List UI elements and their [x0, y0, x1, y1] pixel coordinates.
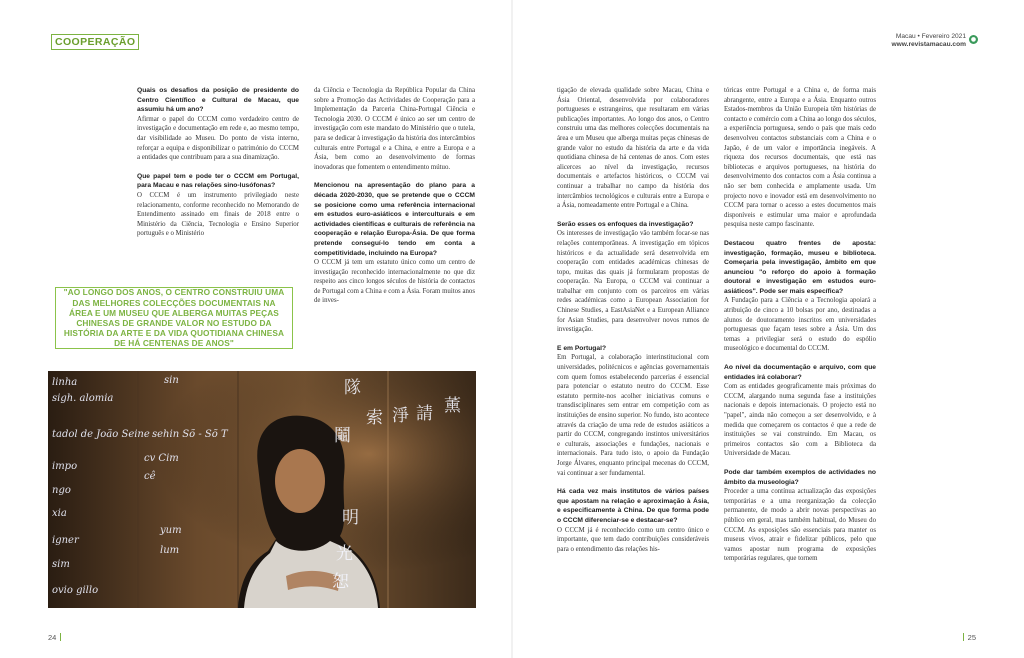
handwriting-chinese-3: 淨	[392, 406, 409, 426]
handwriting-latin-5: sehin Sõ - Sõ T	[152, 429, 228, 440]
interview-question: Serão esses os enfoques da investigação?	[557, 220, 694, 228]
handwriting-latin-9: ngo	[52, 485, 71, 496]
handwriting-chinese-7: 明	[342, 508, 359, 528]
handwriting-latin-6: impo	[52, 461, 78, 472]
handwriting-chinese-9: 恕	[332, 572, 349, 592]
paragraph-spacer	[724, 230, 876, 239]
interview-answer: Os interesses de investigação vão também focar-se nas relações contemporâneas. A investigação em tópicos históricos e da actualidade será desenvolvida em cooperação com entidades académicas chinesas de topo, muitas das quais já formularam propostas de cooperação. Na Europa, o CCCM vai continuar a trabalhar em conjunto com os parceiros em várias redes académicas como a European Association for Chinese Studies, a EastAsiaNet e a European Alliance for Asian Studies, para desenvolver novos rumos de investigação.	[557, 230, 709, 334]
page-number-left: 24	[48, 633, 61, 642]
handwriting-latin-12: yum	[160, 525, 182, 536]
handwriting-chinese-4: 請	[416, 404, 433, 424]
handwriting-chinese-8: 光	[336, 544, 353, 564]
interview-question: Há cada vez mais institutos de vários países que apostam na relação e aproximação à Ásia, e especificamente à China. De que forma pode o CCCM diferenciar-se e destacar-se?	[557, 488, 709, 524]
interview-answer: Com as entidades geograficamente mais próximas do CCCM, alargando numa segunda fase a instituições nacionais e depois internacionais. O projecto está no "papel", ainda não começou a ser desenvolvido, e à medida que começarem os contactos é que a rede de instituições se vai construindo. Em Macau, os primeiros contactos são com a Biblioteca da Universidade de Macau.	[724, 383, 876, 458]
portrait-photo	[48, 371, 476, 608]
interview-answer: O CCCM já é reconhecido como um centro único e importante, que tem dado contribuições consideráveis para o entendimento das relações his-	[557, 526, 709, 553]
spread-gutter	[511, 0, 513, 658]
interview-answer: tigação de elevada qualidade sobre Macau, China e Ásia Oriental, desenvolvida por colaboradores portugueses e estrangeiros, que resultaram em várias publicações importantes. Ao longo dos anos, o Centro construiu uma das melhores colecções documentais na área e um Museu que alberga muitas peças chinesas de grande valor no estudo da história da arte e da vida quotidiana chinesa de há centenas de anos. Com estes alicerces ao nível da investigação, recursos documentais e artefactos históricos, o CCCM vai continuar a trabalhar no campo da história dos intercâmbios tecnológicos e culturais entre a Europa e a Ásia, nomeadamente entre Portugal e a China.	[557, 87, 709, 210]
handwriting-chinese-5: 薰	[444, 396, 461, 416]
interview-answer: Proceder a uma contínua actualização das exposições temporárias e a uma reorganização da colecção permanente, de modo a abrir novas perspectivas ao público em geral, mas também habitual, do Museu do CCCM. As exposições são essenciais para manter os museus vivos, atrair e fidelizar públicos, pelo que vamos apostar num programa de exposições temporárias regulares, que tornem	[724, 488, 876, 563]
handwriting-latin-15: ovio gillo	[52, 585, 99, 596]
interview-answer: Em Portugal, a colaboração interinstitucional com universidades, politécnicos e agências governamentais com quem fomos estabelecendo parcerias é essencial para potenciar o estatuto neutro do CCCM. Esse estatuto permite-nos acolher iniciativas comuns e transdisciplinares sem entrar em competição com as instituições de ensino superior. No fundo, isto acontece através da criação de uma rede de estudos asiáticos a partir do CCCM, congregando instintos universitários e culturais, associações e fundações, nacionais e internacionais. Para tudo isto, o apoio da Fundação Jorge Álvares, enquanto principal mecenas do CCCM, vai continuar a ser fundamental.	[557, 354, 709, 477]
paragraph-spacer	[724, 354, 876, 363]
paragraph-spacer	[557, 478, 709, 487]
text-column-2	[314, 86, 475, 348]
section-tag: COOPERAÇÃO	[51, 34, 139, 50]
interview-answer: O CCCM já tem um estatuto único como um centro de investigação reconhecido internacionalmente no que diz respeito aos cinco longos séculos de história de contactos de Portugal com a China e com a Ásia. Foram muitos anos de inves-	[314, 259, 475, 305]
photo-illustration	[48, 371, 476, 608]
interview-answer: O CCCM é um instrumento privilegiado neste relacionamento, conforme reconhecido no Memorando de Entendimento assinado em finais de 2018 entre o Ministério da Ciência, Tecnologia e Ensino Superior português e o Ministério	[137, 191, 299, 238]
handwriting-latin-13: sim	[52, 559, 70, 570]
issue-date: Macau • Fevereiro 2021	[895, 33, 966, 40]
masthead	[891, 33, 966, 49]
handwriting-latin-14: lum	[160, 545, 180, 556]
paragraph-spacer	[557, 211, 709, 220]
handwriting-latin-4: tadol de João Seine	[52, 429, 150, 440]
website-link[interactable]: www.revistamacau.com	[891, 41, 966, 48]
handwriting-latin-8: cê	[144, 471, 156, 482]
interview-answer: Afirmar o papel do CCCM como verdadeiro centro de investigação e documentação em rede e, ao mesmo tempo, dar visibilidade ao Museu. Do ponto de vista interno, reforçar a equipa e disponibilizar o património do CCCM a entidades que contribuam para a sua dinamização.	[137, 115, 299, 162]
paragraph-spacer	[137, 163, 299, 172]
paragraph-spacer	[314, 172, 475, 181]
handwriting-chinese-6: 鬮	[334, 426, 351, 446]
handwriting-latin-7: cv Cim	[144, 453, 179, 464]
interview-question: Destacou quatro frentes de aposta: investigação, formação, museu e biblioteca. Começaria pela investigação, âmbito em que anunciou "o reforço do apoio à formação doutoral e investigação em estudos euro-asiáticos". Pode ser mais específica?	[724, 239, 876, 295]
pull-quote	[55, 287, 293, 349]
paragraph-spacer	[557, 335, 709, 344]
handwriting-chinese-2: 索	[366, 408, 383, 428]
interview-answer: da Ciência e Tecnologia da República Popular da China sobre a Promoção das Actividades de Cooperação para a Implementação da Parceria China-Portugal Ciência e Tecnologia 2030. O CCCM é único ao ser um centro de investigação com este mandato do Ministério que o tutela, para se dedicar à investigação da história dos intercâmbios culturais entre Portugal e a China, e entre a Europa e a Ásia, bem como ao desenvolvimento de formas inovadoras que fomentem o entendimento mútuo.	[314, 87, 475, 171]
text-column-4	[724, 86, 876, 641]
interview-question: Mencionou na apresentação do plano para a década 2020-2030, que se pretende que o CCCM se posicione como uma referência internacional em estudos euro-asiáticos e interculturais e em actividades científicas e culturais de referência na cooperação e relação Europa-Ásia. De que forma pretende conseguí-lo tendo em conta a competitividade, incluindo na Europa?	[314, 182, 475, 257]
interview-question: Ao nível da documentação e arquivo, com que entidades irá colaborar?	[724, 364, 876, 381]
handwriting-latin-2: sigh. alomia	[52, 393, 114, 404]
interview-question: Pode dar também exemplos de actividades no âmbito da museologia?	[724, 468, 876, 486]
handwriting-chinese-1: 隊	[344, 378, 361, 398]
handwriting-latin-10: xia	[52, 508, 67, 519]
text-column-3	[557, 86, 709, 641]
pull-quote-text: "AO LONGO DOS ANOS, O CENTRO CONSTRUIU UMA DAS MELHORES COLECÇÕES DOCUMENTAIS NA ÁREA E UM MUSEU QUE ALBERGA MUITAS PEÇAS CHINESAS DE GRANDE VALOR NO ESTUDO DA HISTÓRIA DA ARTE E DA VIDA QUOTIDIANA CHINESA DE HÁ CENTENAS DE ANOS"	[63, 287, 285, 349]
handwriting-latin-11: igner	[52, 535, 79, 546]
interview-question: Que papel tem e pode ter o CCCM em Portugal, para Macau e nas relações sino-lusófonas?	[137, 172, 299, 190]
interview-question: E em Portugal?	[557, 344, 607, 352]
text-column-1	[137, 86, 299, 276]
paragraph-spacer	[724, 459, 876, 468]
page-number-right: 25	[963, 633, 976, 642]
handwriting-latin-3: sin	[164, 375, 179, 386]
handwriting-latin-1: linha	[52, 377, 78, 388]
brand-logo-icon: ●	[970, 36, 977, 43]
interview-answer: A Fundação para a Ciência e a Tecnologia apoiará a atribuição de cinco a 10 bolsas por ano, destinadas a alunos de doutoramento inscritos em universidades portuguesas que façam teses sobre a Ásia. Um dos temas a privilegiar será o estudo do espólio museológico e documental do CCCM.	[724, 297, 876, 353]
interview-answer: tóricas entre Portugal e a China e, de forma mais abrangente, entre a Europa e a Ásia. Enquanto outros Estados-membros da União Europeia têm histórias de contacto e comércio com a China ao longo dos séculos, a experiência portuguesa, sendo o país que mais cedo desenvolveu contactos substanciais com a China e o Japão, é de um valor e importância inegáveis. A riqueza dos recursos documentais, que está nas bibliotecas e arquivos portugueses, na história do desenvolvimento dos contactos com a Ásia continua a não ser bem conhecida e amplamente usada. Um projecto novo e inovador está em desenvolvimento no CCCM para tornar o acesso a estes documentos mais disponíveis e estimular uma maior e aprofundada pesquisa neste campo fascinante.	[724, 87, 876, 229]
interview-question: Quais os desafios da posição de presidente do Centro Científico e Cultural de Macau, que assumiu há um ano?	[137, 87, 299, 114]
